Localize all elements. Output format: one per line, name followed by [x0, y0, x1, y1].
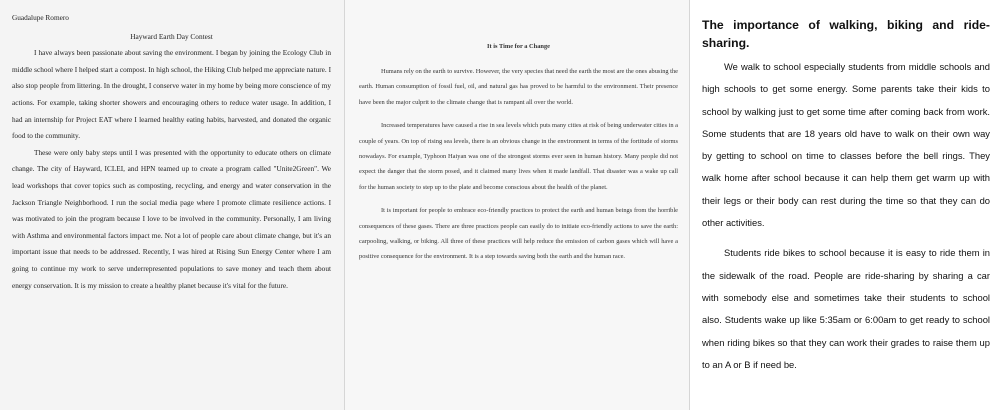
essay-paragraph: These were only baby steps until I was presented with the opportunity to educate others on climate change. The city of Hayward, ICLEI, and HPN teamed up to create a program called "Unite2Green". We lead workshops that cover topics such as composting, recycling, and energy and water conservation in the Jackson Triangle Neighborhood. I run the social media page where I promote climate resilience actions. I was motivated to join the program because I love to be involved in the community. Personally, I am living with Asthma and environmental factors impact me. Not a lot of people care about climate change, but it's an important issue that needs to be addressed. Recently, I was hired at Rising Sun Energy Center where I am going to continue my work to serve underrepresented populations to save money and teach them about energy conservation. It is my mission to create a healthy planet because it's vital for the future. — [12, 147, 331, 290]
essay-title: It is Time for a Change — [486, 43, 551, 50]
essay-paragraph: We walk to school especially students from middle schools and high schools to get some energy. Some parents take their kids to school by walking just to get some time after coming back from work. Some students that are 18 years old have to walk on their own way by getting to school on time to classes before the bell rings. They walk home after school because it can help them get warm up with their legs or their body can rest during the time so that they can do other activities. — [702, 61, 990, 229]
essay-paragraph: It is important for people to embrace eco-friendly practices to protect the earth and human beings from the horrible consequences of these gases. There are three practices people can easily do to initiate eco-friendly actions to save the earth: carpooling, walking, or biking. All three of these practices will help reduce the emission of carbon gases which will have a positive consequence for the environment. It is a step towards saving both the earth and the human race. — [359, 207, 678, 261]
essay-page-hayward-earth-day — [0, 0, 345, 410]
essay-paragraph: Increased temperatures have caused a rise in sea levels which puts many cities at risk of being underwater cities in a couple of years. On top of rising sea levels, there is an obvious change in the environment in terms of the fortitude of storms nowadays. For example, Typhoon Haiyan was one of the strongest storms ever seen in human history. Many people did not expect the danger that the storm posed, and it claimed many lives when it made landfall. That disaster was a wake up call for the human society to step up to the plate and become conscious about the health of the planet. — [359, 122, 678, 191]
essay-paragraph: Humans rely on the earth to survive. However, the very species that need the earth the most are the ones abusing the earth. Human consumption of fossil fuel, oil, and natural gas has proved to be harmful to the environment. Their presence have been the major culprit to the climate change that is rampant all over the world. — [359, 68, 678, 106]
essay-paragraph: Students ride bikes to school because it is easy to ride them in the sidewalk of the road. People are ride-sharing by sharing a car with somebody else and sometimes take their students to school also. Students wake up like 5:35am or 6:00am to get ready to school when riding bikes so that they can work their grades to raise them up to an A or B if need be. — [702, 247, 990, 370]
essay-page-walking-biking — [690, 0, 1000, 410]
essay-title: Hayward Earth Day Contest — [130, 31, 213, 41]
essay-page-time-for-change — [345, 0, 690, 410]
essay-paragraph: I have always been passionate about saving the environment. I began by joining the Ecology Club in middle school where I helped start a compost. In high school, the Hiking Club helped me appreciate nature. I also stop people from littering. In the drought, I conserve water in my home by being more conscience of my actions. For example, taking shorter showers and encouraging others to reduce water usage. In addition, I had an internship for Project EAT where I learned healthy eating habits, harvested, and donated the organic food to the community. — [12, 48, 331, 141]
author-name: Guadalupe Romero — [12, 13, 69, 22]
essay-title: The importance of walking, biking and ride-sharing. — [702, 18, 990, 50]
